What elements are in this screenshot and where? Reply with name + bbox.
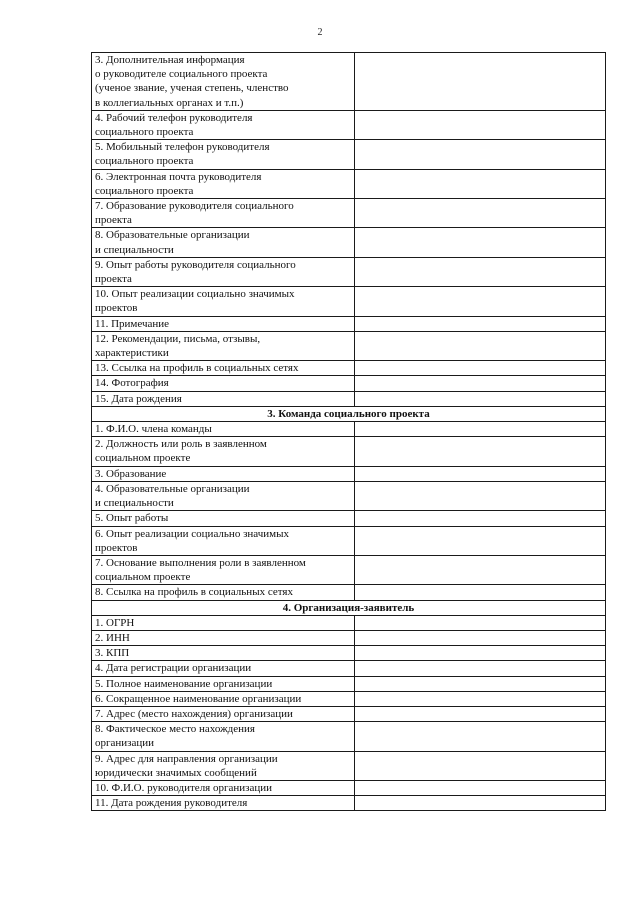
form-row [92,691,606,706]
form-row [92,110,606,139]
form-row [92,796,606,811]
form-row [92,169,606,198]
form-row [92,661,606,676]
section-header-row [92,406,606,421]
field-value-cell[interactable] [355,437,606,466]
field-label: 9. Опыт работы руководителя социального проекта [92,257,355,286]
field-label: 10. Опыт реализации социально значимых проектов [92,287,355,316]
form-row [92,585,606,600]
field-value-cell[interactable] [355,391,606,406]
field-label: 8. Ссылка на профиль в социальных сетях [92,585,355,600]
field-value-cell[interactable] [355,796,606,811]
form-row [92,630,606,645]
form-row [92,646,606,661]
section-header-row [92,600,606,615]
field-value-cell[interactable] [355,706,606,721]
field-label: 2. ИНН [92,630,355,645]
form-row [92,53,606,111]
field-value-cell[interactable] [355,53,606,111]
field-label: 15. Дата рождения [92,391,355,406]
form-row [92,511,606,526]
field-label: 3. Дополнительная информация о руководителе социального проекта (ученое звание, ученая степень, членство в коллегиальных органах и т.п.) [92,53,355,111]
field-label: 3. КПП [92,646,355,661]
field-value-cell[interactable] [355,361,606,376]
field-label: 6. Сокращенное наименование организации [92,691,355,706]
field-label: 4. Рабочий телефон руководителя социального проекта [92,110,355,139]
field-value-cell[interactable] [355,555,606,584]
application-form-table [91,52,606,811]
field-value-cell[interactable] [355,422,606,437]
form-table-body [92,53,606,811]
field-value-cell[interactable] [355,331,606,360]
field-label: 14. Фотография [92,376,355,391]
field-label: 2. Должность или роль в заявленном социальном проекте [92,437,355,466]
form-row [92,316,606,331]
form-row [92,199,606,228]
field-value-cell[interactable] [355,466,606,481]
field-label: 10. Ф.И.О. руководителя организации [92,780,355,795]
field-label: 5. Мобильный телефон руководителя социального проекта [92,140,355,169]
field-value-cell[interactable] [355,228,606,257]
form-row [92,228,606,257]
field-value-cell[interactable] [355,780,606,795]
form-row [92,422,606,437]
field-value-cell[interactable] [355,140,606,169]
field-value-cell[interactable] [355,526,606,555]
form-row [92,361,606,376]
field-value-cell[interactable] [355,646,606,661]
form-row [92,391,606,406]
form-row [92,615,606,630]
form-row [92,780,606,795]
field-value-cell[interactable] [355,110,606,139]
section-title: 3. Команда социального проекта [92,406,606,421]
field-value-cell[interactable] [355,257,606,286]
field-value-cell[interactable] [355,481,606,510]
form-row [92,140,606,169]
form-row [92,376,606,391]
field-label: 7. Образование руководителя социального проекта [92,199,355,228]
form-row [92,751,606,780]
field-label: 1. Ф.И.О. члена команды [92,422,355,437]
field-label: 5. Опыт работы [92,511,355,526]
field-label: 13. Ссылка на профиль в социальных сетях [92,361,355,376]
field-label: 6. Электронная почта руководителя социального проекта [92,169,355,198]
page-number: 2 [317,27,323,38]
field-label: 8. Образовательные организации и специальности [92,228,355,257]
field-value-cell[interactable] [355,661,606,676]
form-row [92,555,606,584]
field-value-cell[interactable] [355,722,606,751]
form-row [92,676,606,691]
field-label: 1. ОГРН [92,615,355,630]
field-label: 3. Образование [92,466,355,481]
field-value-cell[interactable] [355,676,606,691]
field-value-cell[interactable] [355,585,606,600]
field-label: 5. Полное наименование организации [92,676,355,691]
field-label: 7. Адрес (место нахождения) организации [92,706,355,721]
field-value-cell[interactable] [355,630,606,645]
field-label: 6. Опыт реализации социально значимых проектов [92,526,355,555]
field-label: 8. Фактическое место нахождения организации [92,722,355,751]
field-value-cell[interactable] [355,316,606,331]
form-row [92,526,606,555]
field-value-cell[interactable] [355,691,606,706]
form-row [92,331,606,360]
field-label: 11. Примечание [92,316,355,331]
field-value-cell[interactable] [355,751,606,780]
field-label: 11. Дата рождения руководителя [92,796,355,811]
field-label: 9. Адрес для направления организации юридически значимых сообщений [92,751,355,780]
section-title: 4. Организация-заявитель [92,600,606,615]
field-label: 12. Рекомендации, письма, отзывы, характеристики [92,331,355,360]
field-label: 4. Образовательные организации и специальности [92,481,355,510]
form-row [92,287,606,316]
form-row [92,481,606,510]
form-row [92,722,606,751]
field-value-cell[interactable] [355,199,606,228]
field-value-cell[interactable] [355,376,606,391]
field-value-cell[interactable] [355,615,606,630]
field-label: 7. Основание выполнения роли в заявленном социальном проекте [92,555,355,584]
form-row [92,466,606,481]
field-value-cell[interactable] [355,287,606,316]
field-value-cell[interactable] [355,511,606,526]
form-row [92,706,606,721]
field-label: 4. Дата регистрации организации [92,661,355,676]
field-value-cell[interactable] [355,169,606,198]
form-row [92,437,606,466]
form-row [92,257,606,286]
